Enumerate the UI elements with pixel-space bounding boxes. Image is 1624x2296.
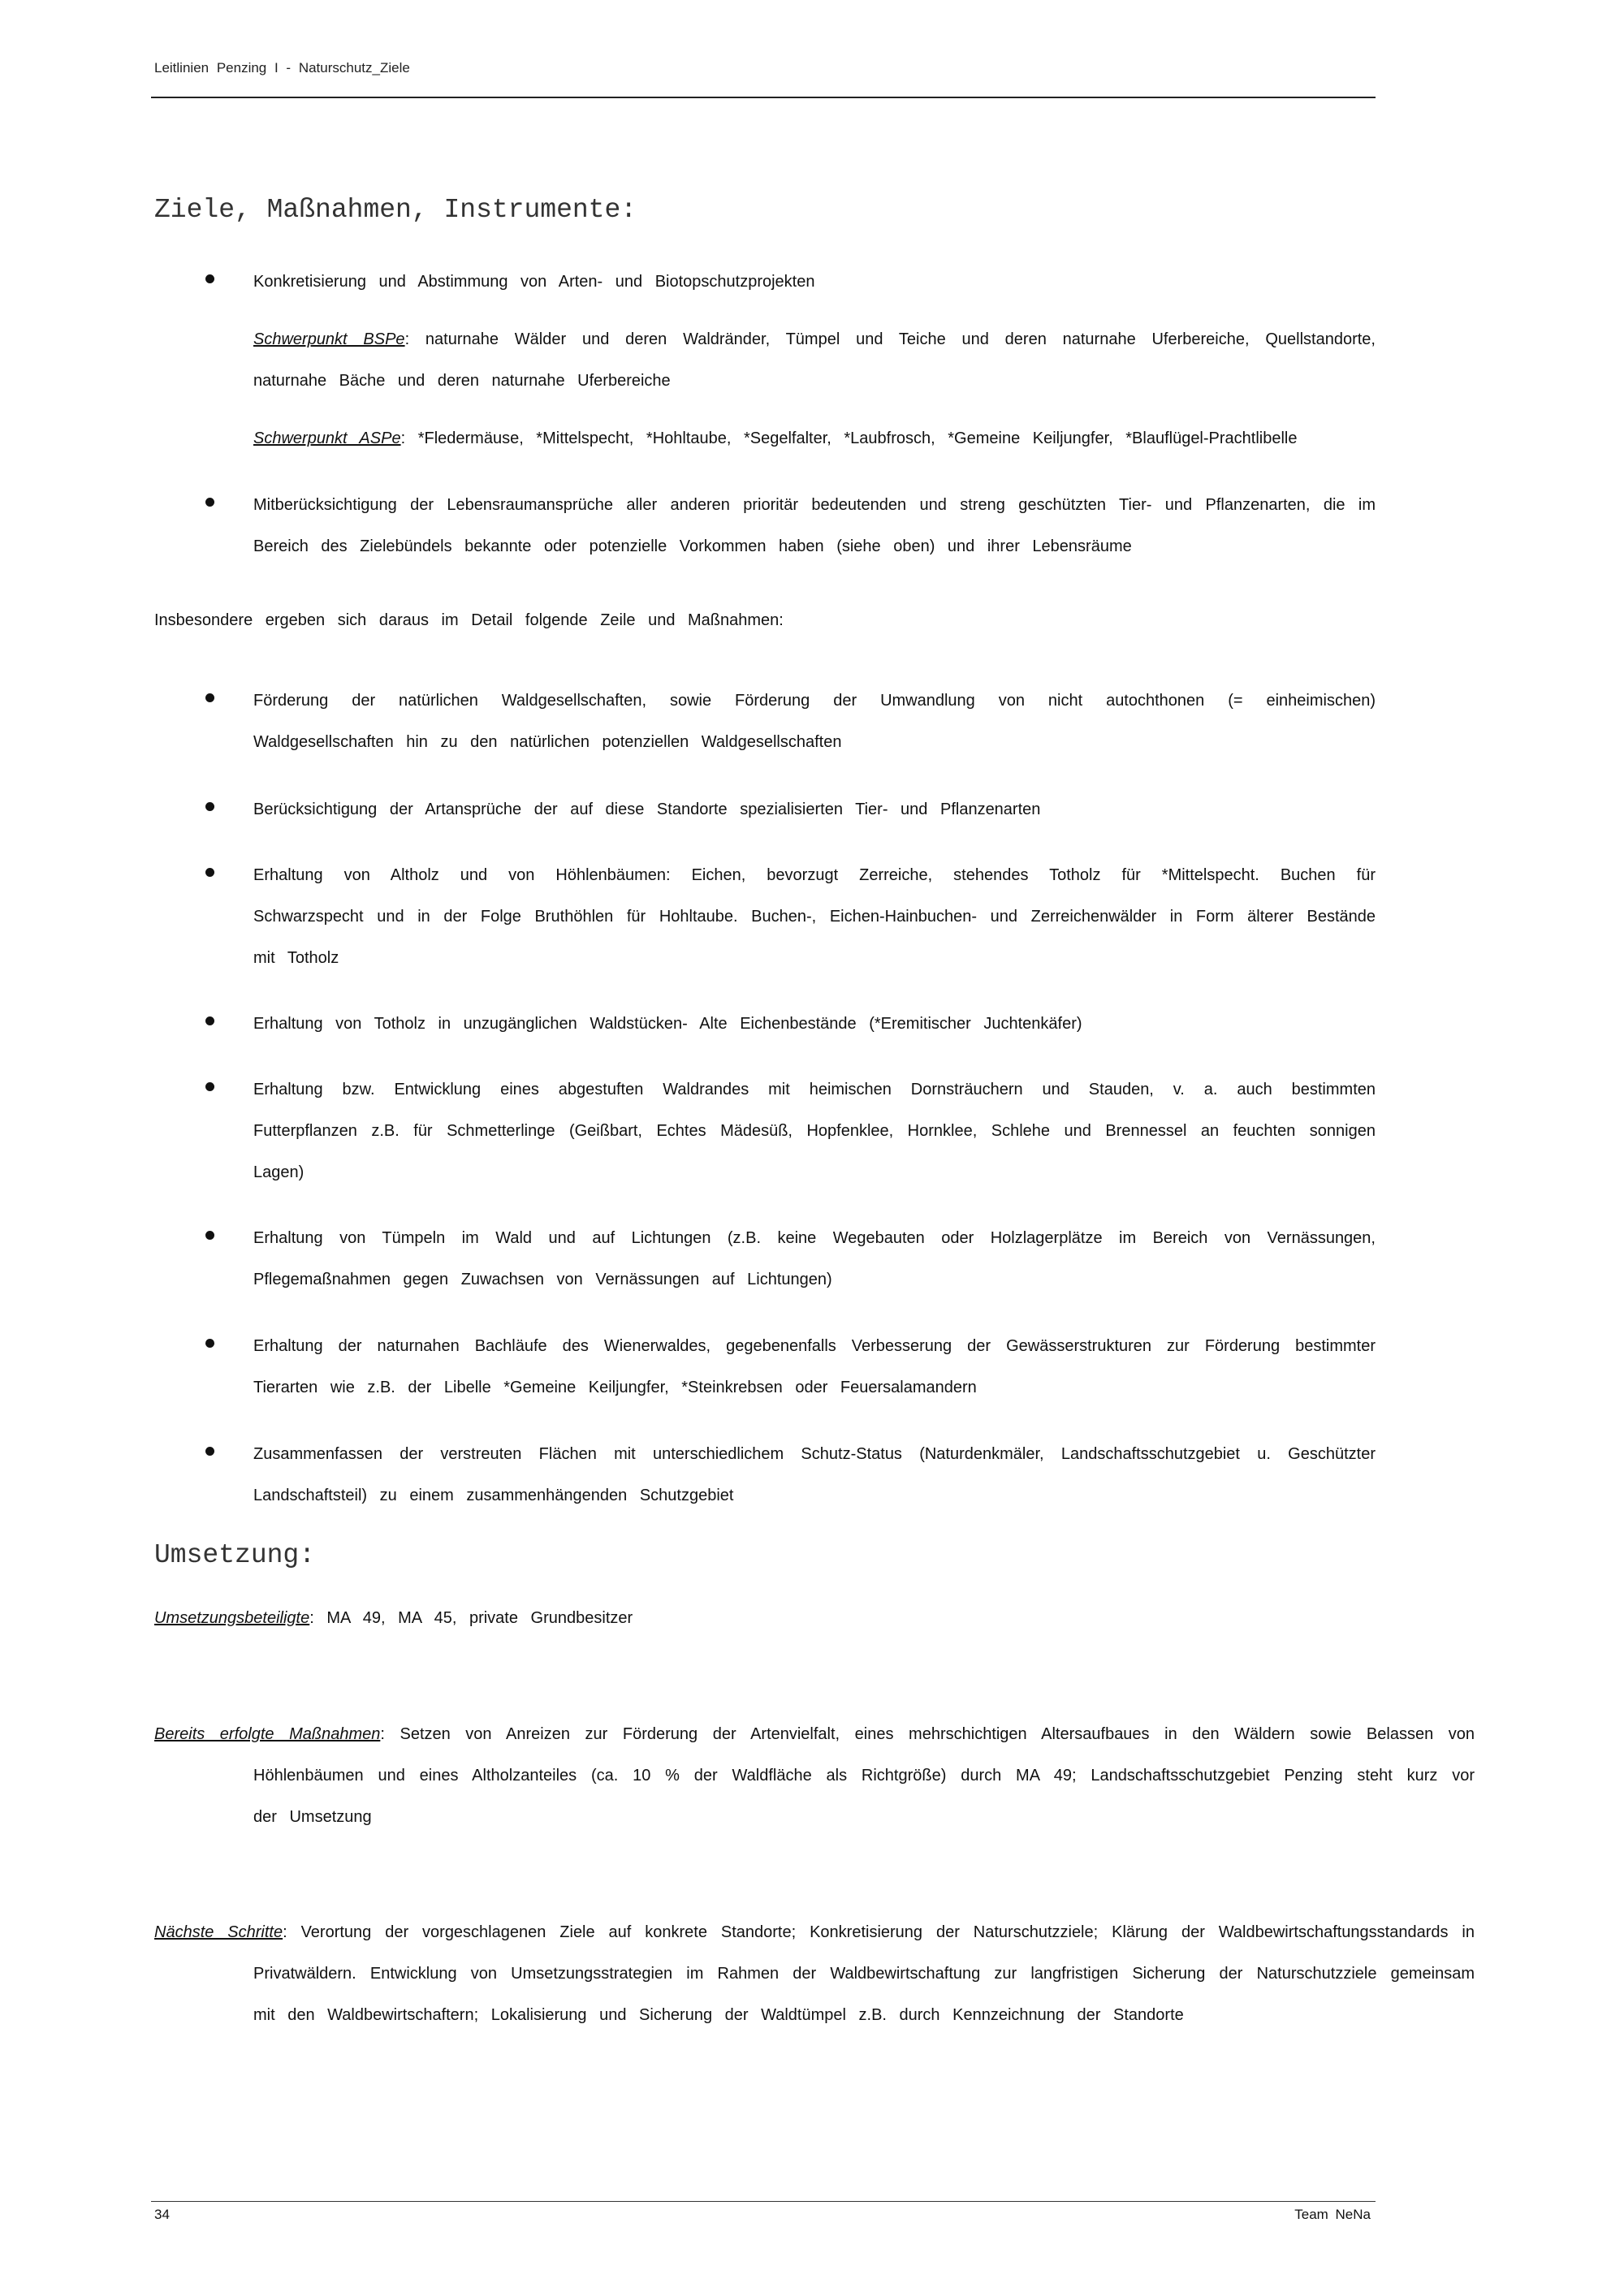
section-title-ziele: Ziele, Maßnahmen, Instrumente:	[154, 195, 637, 225]
naechste-text: : Verortung der vorgeschlagenen Ziele auf konkrete Standorte; Konkretisierung der Naturschutzziele; Klärung der Waldbewirtschaftungsstandards in Privatwäldern. Entwicklung von Umsetzungsstrategien im Rahmen der Waldbewirtschaftung zur langfristigen Sicherung der Naturschutzziele gemeinsam mit den Waldbewirtschaftern; Lokalisierung und Sicherung der Waldtümpel z.B. durch Kennzeichnung der Standorte	[253, 1923, 1475, 2024]
bullet-icon	[205, 1339, 214, 1348]
aspe-label: Schwerpunkt ASPe	[253, 429, 401, 447]
page-number: 34	[154, 2207, 170, 2222]
detail-item: Erhaltung von Totholz in unzugänglichen Waldstücken- Alte Eichenbestände (*Eremitischer Juchtenkäfer)	[253, 1015, 1082, 1033]
header-rule	[151, 97, 1376, 98]
running-head: Leitlinien Penzing I - Naturschutz_Ziele	[154, 60, 410, 76]
aspe-text: : *Fledermäuse, *Mittelspecht, *Hohltaube, *Segelfalter, *Laubfrosch, *Gemeine Keiljungfer, *Blauflügel-Prachtlibelle	[400, 429, 1298, 447]
detail-item: Erhaltung bzw. Entwicklung eines abgestuften Waldrandes mit heimischen Dornsträuchern und Stauden, v. a. auch bestimmten Futterpflanzen z.B. für Schmetterlinge (Geißbart, Echtes Mädesüß, Hopfenklee, Hornklee, Schlehe und Brennessel an feuchten sonnigen Lagen)	[253, 1081, 1376, 1181]
bullet-icon	[205, 868, 214, 877]
footer-rule	[151, 2201, 1376, 2202]
bereits-label: Bereits erfolgte Maßnahmen	[154, 1725, 381, 1743]
bereits-erfolgte-massnahmen	[154, 1714, 1475, 1838]
detail-item: Zusammenfassen der verstreuten Flächen mit unterschiedlichem Schutz-Status (Naturdenkmäler, Landschaftsschutzgebiet u. Geschützter Landschaftsteil) zu einem zusammenhängenden Schutzgebiet	[253, 1445, 1376, 1504]
detail-item: Berücksichtigung der Artansprüche der auf diese Standorte spezialisierten Tier- und Pflanzenarten	[253, 801, 1041, 818]
bspe-label: Schwerpunkt BSPe	[253, 330, 405, 348]
beteiligte-label: Umsetzungsbeteiligte	[154, 1609, 310, 1627]
naechste-label: Nächste Schritte	[154, 1923, 283, 1941]
bullet-icon	[205, 693, 214, 702]
ziele-item-1: Konkretisierung und Abstimmung von Arten- und Biotopschutzprojekten	[253, 273, 815, 291]
bullet-icon	[205, 498, 214, 507]
ziele-item-2: Mitberücksichtigung der Lebensraumansprüche aller anderen prioritär bedeutenden und streng geschützten Tier- und Pflanzenarten, die im Bereich des Zielebündels bekannte oder potenzielle Vorkommen haben (siehe oben) und ihrer Lebensräume	[253, 496, 1376, 555]
detail-item: Förderung der natürlichen Waldgesellschaften, sowie Förderung der Umwandlung von nicht autochthonen (= einheimischen) Waldgesellschaften hin zu den natürlichen potenziellen Waldgesellschaften	[253, 692, 1376, 751]
aspe-paragraph	[253, 418, 1376, 460]
detail-item: Erhaltung von Altholz und von Höhlenbäumen: Eichen, bevorzugt Zerreiche, stehendes Totholz für *Mittelspecht. Buchen für Schwarzspecht und in der Folge Bruthöhlen für Hohltaube. Buchen-, Eichen-Hainbuchen- und Zerreichenwälder in Form älterer Bestände mit Totholz	[253, 866, 1376, 967]
bspe-text: : naturnahe Wälder und deren Waldränder, Tümpel und Teiche und deren naturnahe Uferbereiche, Quellstandorte, naturnahe Bäche und deren naturnahe Uferbereiche	[253, 330, 1376, 390]
bullet-icon	[205, 1016, 214, 1025]
naechste-schritte	[154, 1912, 1475, 2036]
bullet-icon	[205, 1231, 214, 1240]
bspe-paragraph	[253, 319, 1376, 402]
beteiligte-text: : MA 49, MA 45, private Grundbesitzer	[309, 1609, 633, 1627]
umsetzungsbeteiligte	[154, 1598, 1376, 1639]
bullet-icon	[205, 1447, 214, 1456]
bullet-icon	[205, 1082, 214, 1091]
detail-intro: Insbesondere ergeben sich daraus im Detail folgende Zeile und Maßnahmen:	[154, 611, 784, 629]
detail-item: Erhaltung der naturnahen Bachläufe des Wienerwaldes, gegebenenfalls Verbesserung der Gewässerstrukturen zur Förderung bestimmter Tierarten wie z.B. der Libelle *Gemeine Keiljungfer, *Steinkrebsen oder Feuersalamandern	[253, 1337, 1376, 1396]
footer-team: Team NeNa	[1294, 2207, 1371, 2222]
section-title-umsetzung: Umsetzung:	[154, 1540, 316, 1570]
bereits-text: : Setzen von Anreizen zur Förderung der Artenvielfalt, eines mehrschichtigen Altersaufbaues in den Wäldern sowie Belassen von Höhlenbäumen und eines Altholzanteiles (ca. 10 % der Waldfläche als Richtgröße) durch MA 49; Landschaftsschutzgebiet Penzing steht kurz vor der Umsetzung	[253, 1725, 1475, 1826]
detail-item: Erhaltung von Tümpeln im Wald und auf Lichtungen (z.B. keine Wegebauten oder Holzlagerplätze im Bereich von Vernässungen, Pflegemaßnahmen gegen Zuwachsen von Vernässungen auf Lichtungen)	[253, 1229, 1376, 1288]
bullet-icon	[205, 274, 214, 283]
bullet-icon	[205, 802, 214, 811]
